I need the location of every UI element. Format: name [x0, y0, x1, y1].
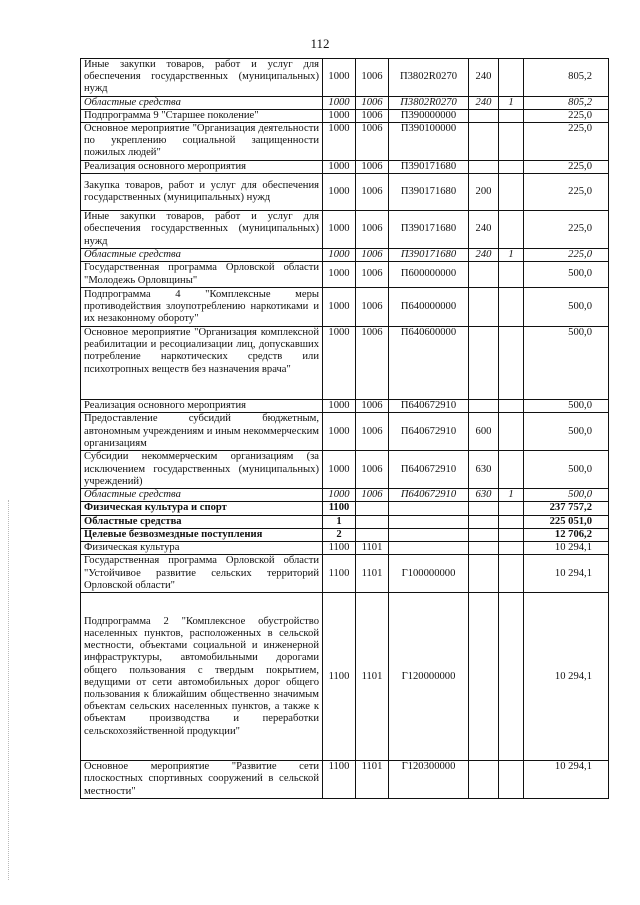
target-article-code: Г120000000 — [389, 593, 469, 761]
section-code: 1100 — [323, 761, 356, 799]
section-code: 1000 — [323, 489, 356, 502]
expense-type-code: 240 — [469, 248, 499, 261]
table-row — [81, 515, 609, 528]
expense-type-code — [469, 400, 499, 413]
amount: 10 294,1 — [524, 555, 609, 593]
subsection-code: 1006 — [356, 174, 389, 211]
funding-source — [499, 542, 524, 555]
subsection-code: 1006 — [356, 413, 389, 451]
funding-source — [499, 502, 524, 515]
section-code: 1100 — [323, 593, 356, 761]
target-article-code: П390000000 — [389, 109, 469, 122]
expense-type-code: 200 — [469, 174, 499, 211]
funding-source — [499, 109, 524, 122]
target-article-code: П640600000 — [389, 327, 469, 400]
item-name: Закупка товаров, работ и услуг для обеспечения государственных (муниципальных) нужд — [81, 174, 323, 211]
amount: 225,0 — [524, 248, 609, 261]
section-code: 1000 — [323, 59, 356, 97]
subsection-code: 1006 — [356, 109, 389, 122]
amount: 10 294,1 — [524, 542, 609, 555]
item-name: Областные средства — [81, 489, 323, 502]
section-code: 1000 — [323, 327, 356, 400]
subsection-code: 1006 — [356, 489, 389, 502]
expense-type-code — [469, 528, 499, 541]
expense-type-code: 630 — [469, 451, 499, 489]
funding-source — [499, 555, 524, 593]
subsection-code: 1006 — [356, 327, 389, 400]
subsection-code: 1006 — [356, 59, 389, 97]
subsection-code: 1006 — [356, 288, 389, 327]
item-name: Целевые безвозмездные поступления — [81, 528, 323, 541]
funding-source — [499, 123, 524, 161]
item-name: Областные средства — [81, 96, 323, 109]
expense-type-code — [469, 761, 499, 799]
funding-source — [499, 515, 524, 528]
item-name: Основное мероприятие "Развитие сети плоскостных спортивных сооружений в сельской местности" — [81, 761, 323, 799]
section-code: 1000 — [323, 400, 356, 413]
table-row — [81, 248, 609, 261]
table-row — [81, 502, 609, 515]
item-name: Областные средства — [81, 248, 323, 261]
expense-type-code — [469, 593, 499, 761]
subsection-code: 1101 — [356, 555, 389, 593]
amount: 805,2 — [524, 96, 609, 109]
table-row — [81, 400, 609, 413]
funding-source — [499, 59, 524, 97]
amount: 500,0 — [524, 288, 609, 327]
target-article-code: П390171680 — [389, 161, 469, 174]
amount: 225,0 — [524, 161, 609, 174]
amount: 500,0 — [524, 327, 609, 400]
budget-table — [80, 58, 609, 799]
amount: 500,0 — [524, 489, 609, 502]
target-article-code: П640672910 — [389, 451, 469, 489]
table-row — [81, 593, 609, 761]
section-code: 1 — [323, 515, 356, 528]
funding-source — [499, 413, 524, 451]
section-code: 1000 — [323, 161, 356, 174]
subsection-code: 1006 — [356, 248, 389, 261]
funding-source — [499, 400, 524, 413]
funding-source: 1 — [499, 248, 524, 261]
table-row — [81, 109, 609, 122]
section-code: 1100 — [323, 542, 356, 555]
amount: 500,0 — [524, 413, 609, 451]
item-name: Физическая культура и спорт — [81, 502, 323, 515]
expense-type-code — [469, 502, 499, 515]
subsection-code: 1006 — [356, 96, 389, 109]
subsection-code: 1006 — [356, 451, 389, 489]
section-code: 1000 — [323, 413, 356, 451]
amount: 225 051,0 — [524, 515, 609, 528]
subsection-code — [356, 502, 389, 515]
table-row — [81, 451, 609, 489]
target-article-code: П390171680 — [389, 174, 469, 211]
target-article-code: Г120300000 — [389, 761, 469, 799]
target-article-code: П600000000 — [389, 262, 469, 288]
table-row — [81, 489, 609, 502]
item-name: Подпрограмма 4 "Комплексные меры противодействия злоупотреблению наркотиками и их незаконному обороту" — [81, 288, 323, 327]
item-name: Государственная программа Орловской области "Устойчивое развитие сельских территорий Орловской области" — [81, 555, 323, 593]
item-name: Подпрограмма 2 "Комплексное обустройство населенных пунктов, расположенных в сельской местности, объектами социальной и инженерной инфраструктуры, автомобильными дорогами общего пользования с твердым покрытием, ведущими от сети автомобильных дорог общего пользования к ближайшим общественно значимым объектам сельских населенных пунктов, а также к объектам производства и переработки сельскохозяйственной продукции" — [81, 593, 323, 761]
funding-source — [499, 211, 524, 249]
target-article-code: П640672910 — [389, 400, 469, 413]
expense-type-code: 600 — [469, 413, 499, 451]
expense-type-code: 240 — [469, 211, 499, 249]
table-row — [81, 262, 609, 288]
expense-type-code — [469, 327, 499, 400]
expense-type-code — [469, 109, 499, 122]
item-name: Реализация основного мероприятия — [81, 161, 323, 174]
target-article-code — [389, 515, 469, 528]
item-name: Иные закупки товаров, работ и услуг для обеспечения государственных (муниципальных) нужд — [81, 59, 323, 97]
funding-source — [499, 161, 524, 174]
page-number: 112 — [310, 36, 330, 51]
item-name: Государственная программа Орловской области "Молодежь Орловщины" — [81, 262, 323, 288]
section-code: 1100 — [323, 555, 356, 593]
amount: 500,0 — [524, 262, 609, 288]
target-article-code: П390171680 — [389, 248, 469, 261]
amount: 225,0 — [524, 109, 609, 122]
expense-type-code — [469, 542, 499, 555]
item-name: Субсидии некоммерческим организациям (за исключением государственных (муниципальных) учреждений) — [81, 451, 323, 489]
expense-type-code — [469, 555, 499, 593]
expense-type-code — [469, 288, 499, 327]
table-row — [81, 174, 609, 211]
expense-type-code — [469, 123, 499, 161]
amount: 805,2 — [524, 59, 609, 97]
subsection-code — [356, 528, 389, 541]
expense-type-code — [469, 515, 499, 528]
section-code: 1000 — [323, 211, 356, 249]
target-article-code: П390100000 — [389, 123, 469, 161]
table-row — [81, 528, 609, 541]
table-row — [81, 327, 609, 400]
subsection-code: 1006 — [356, 211, 389, 249]
subsection-code: 1101 — [356, 542, 389, 555]
table-row — [81, 555, 609, 593]
funding-source — [499, 593, 524, 761]
target-article-code: П390171680 — [389, 211, 469, 249]
expense-type-code: 240 — [469, 96, 499, 109]
table-row — [81, 413, 609, 451]
expense-type-code — [469, 262, 499, 288]
expense-type-code: 240 — [469, 59, 499, 97]
scan-margin-marks — [8, 500, 11, 880]
table-body — [81, 59, 609, 799]
amount: 225,0 — [524, 211, 609, 249]
table-row — [81, 123, 609, 161]
target-article-code — [389, 542, 469, 555]
section-code: 1100 — [323, 502, 356, 515]
funding-source — [499, 528, 524, 541]
item-name: Предоставление субсидий бюджетным, автономным учреждениям и иным некоммерческим организациям — [81, 413, 323, 451]
item-name: Иные закупки товаров, работ и услуг для обеспечения государственных (муниципальных) нужд — [81, 211, 323, 249]
funding-source — [499, 327, 524, 400]
funding-source: 1 — [499, 96, 524, 109]
funding-source — [499, 761, 524, 799]
section-code: 1000 — [323, 288, 356, 327]
subsection-code: 1006 — [356, 123, 389, 161]
amount: 10 294,1 — [524, 761, 609, 799]
table-row — [81, 96, 609, 109]
funding-source — [499, 288, 524, 327]
subsection-code: 1101 — [356, 593, 389, 761]
amount: 12 706,2 — [524, 528, 609, 541]
section-code: 1000 — [323, 174, 356, 211]
section-code: 2 — [323, 528, 356, 541]
section-code: 1000 — [323, 96, 356, 109]
table-row — [81, 59, 609, 97]
table-row — [81, 761, 609, 799]
amount: 237 757,2 — [524, 502, 609, 515]
expense-type-code: 630 — [469, 489, 499, 502]
target-article-code — [389, 502, 469, 515]
funding-source: 1 — [499, 489, 524, 502]
section-code: 1000 — [323, 248, 356, 261]
item-name: Реализация основного мероприятия — [81, 400, 323, 413]
table-row — [81, 542, 609, 555]
table-row — [81, 288, 609, 327]
target-article-code: П640672910 — [389, 489, 469, 502]
amount: 10 294,1 — [524, 593, 609, 761]
item-name: Основное мероприятие "Организация деятельности по укреплению социальной защищенности пожилых людей" — [81, 123, 323, 161]
subsection-code — [356, 515, 389, 528]
target-article-code: П640672910 — [389, 413, 469, 451]
target-article-code: Г100000000 — [389, 555, 469, 593]
funding-source — [499, 451, 524, 489]
subsection-code: 1006 — [356, 161, 389, 174]
item-name: Физическая культура — [81, 542, 323, 555]
section-code: 1000 — [323, 262, 356, 288]
funding-source — [499, 174, 524, 211]
section-code: 1000 — [323, 109, 356, 122]
expense-type-code — [469, 161, 499, 174]
section-code: 1000 — [323, 451, 356, 489]
table-row — [81, 211, 609, 249]
subsection-code: 1006 — [356, 400, 389, 413]
item-name: Подпрограмма 9 "Старшее поколение" — [81, 109, 323, 122]
target-article-code: П3802R0270 — [389, 96, 469, 109]
item-name: Областные средства — [81, 515, 323, 528]
table-row — [81, 161, 609, 174]
target-article-code: П640000000 — [389, 288, 469, 327]
amount: 225,0 — [524, 174, 609, 211]
item-name: Основное мероприятие "Организация комплексной реабилитации и ресоциализации лиц, допускавших потребление наркотических средств или психотропных веществ без назначения врача" — [81, 327, 323, 400]
target-article-code: П3802R0270 — [389, 59, 469, 97]
subsection-code: 1101 — [356, 761, 389, 799]
target-article-code — [389, 528, 469, 541]
amount: 500,0 — [524, 400, 609, 413]
subsection-code: 1006 — [356, 262, 389, 288]
funding-source — [499, 262, 524, 288]
amount: 225,0 — [524, 123, 609, 161]
section-code: 1000 — [323, 123, 356, 161]
amount: 500,0 — [524, 451, 609, 489]
